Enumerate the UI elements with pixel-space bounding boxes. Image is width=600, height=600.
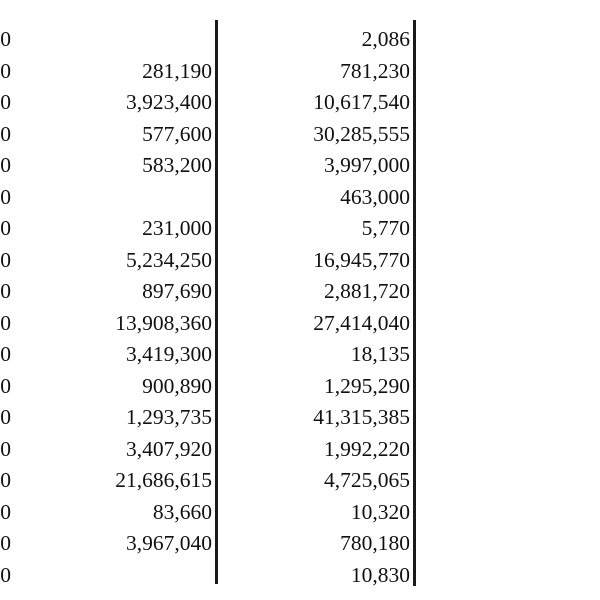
edge-cell: 0 xyxy=(0,121,11,146)
value-cell: 5,770 xyxy=(361,216,410,240)
value-cell: 900,890 xyxy=(142,373,212,398)
value-cell: 21,686,615 xyxy=(115,468,212,492)
value-cell: 2,881,720 xyxy=(324,279,410,303)
edge-cell: 0 xyxy=(0,468,11,492)
value-cell: 3,997,000 xyxy=(324,153,410,177)
value-cell: 3,967,040 xyxy=(126,531,212,555)
table-row xyxy=(0,465,600,496)
value-cell: 10,617,540 xyxy=(313,90,410,114)
edge-cell: 0 xyxy=(0,405,11,429)
edge-cell: 0 xyxy=(0,153,11,177)
table-row xyxy=(0,24,600,55)
value-cell: 13,908,360 xyxy=(115,310,212,335)
edge-cell: 0 xyxy=(0,58,11,83)
table-row xyxy=(0,182,600,213)
edge-cell: 0 xyxy=(0,90,11,114)
table-row xyxy=(0,150,600,181)
table-row xyxy=(0,119,600,150)
edge-cell: 0 xyxy=(0,342,11,366)
value-cell: 41,315,385 xyxy=(313,405,410,429)
edge-cell: 0 xyxy=(0,499,11,524)
value-cell: 10,830 xyxy=(350,562,410,587)
table-row xyxy=(0,87,600,118)
value-cell: 2,086 xyxy=(361,27,410,51)
value-cell: 780,180 xyxy=(340,531,410,555)
value-cell: 4,725,065 xyxy=(324,468,410,492)
edge-cell: 0 xyxy=(0,436,11,461)
value-cell: 1,293,735 xyxy=(126,405,212,429)
edge-cell: 0 xyxy=(0,27,11,51)
value-cell: 781,230 xyxy=(340,58,410,83)
edge-cell: 0 xyxy=(0,184,11,209)
table-row xyxy=(0,339,600,370)
value-cell: 463,000 xyxy=(340,184,410,209)
value-cell: 16,945,770 xyxy=(313,247,410,272)
table-row xyxy=(0,497,600,528)
value-cell: 577,600 xyxy=(142,121,212,146)
edge-cell: 0 xyxy=(0,562,11,587)
value-cell: 231,000 xyxy=(142,216,212,240)
value-cell: 18,135 xyxy=(350,342,410,366)
table-row xyxy=(0,528,600,559)
table-row xyxy=(0,308,600,339)
value-cell: 30,285,555 xyxy=(313,121,410,146)
edge-cell: 0 xyxy=(0,531,11,555)
table-row xyxy=(0,276,600,307)
value-cell: 897,690 xyxy=(142,279,212,303)
table-row xyxy=(0,56,600,87)
edge-cell: 0 xyxy=(0,247,11,272)
value-cell: 281,190 xyxy=(142,58,212,83)
table-row xyxy=(0,434,600,465)
value-cell: 1,295,290 xyxy=(324,373,410,398)
value-cell: 1,992,220 xyxy=(324,436,410,461)
value-cell: 583,200 xyxy=(142,153,212,177)
value-cell: 83,660 xyxy=(152,499,212,524)
value-cell: 5,234,250 xyxy=(126,247,212,272)
table-row xyxy=(0,560,600,591)
table-row xyxy=(0,245,600,276)
table-row xyxy=(0,371,600,402)
edge-cell: 0 xyxy=(0,216,11,240)
value-cell: 3,407,920 xyxy=(126,436,212,461)
edge-cell: 0 xyxy=(0,310,11,335)
value-cell: 27,414,040 xyxy=(313,310,410,335)
value-cell: 3,419,300 xyxy=(126,342,212,366)
table-row xyxy=(0,402,600,433)
edge-cell: 0 xyxy=(0,279,11,303)
edge-cell: 0 xyxy=(0,373,11,398)
value-cell: 10,320 xyxy=(350,499,410,524)
value-cell: 3,923,400 xyxy=(126,90,212,114)
table-row xyxy=(0,213,600,244)
